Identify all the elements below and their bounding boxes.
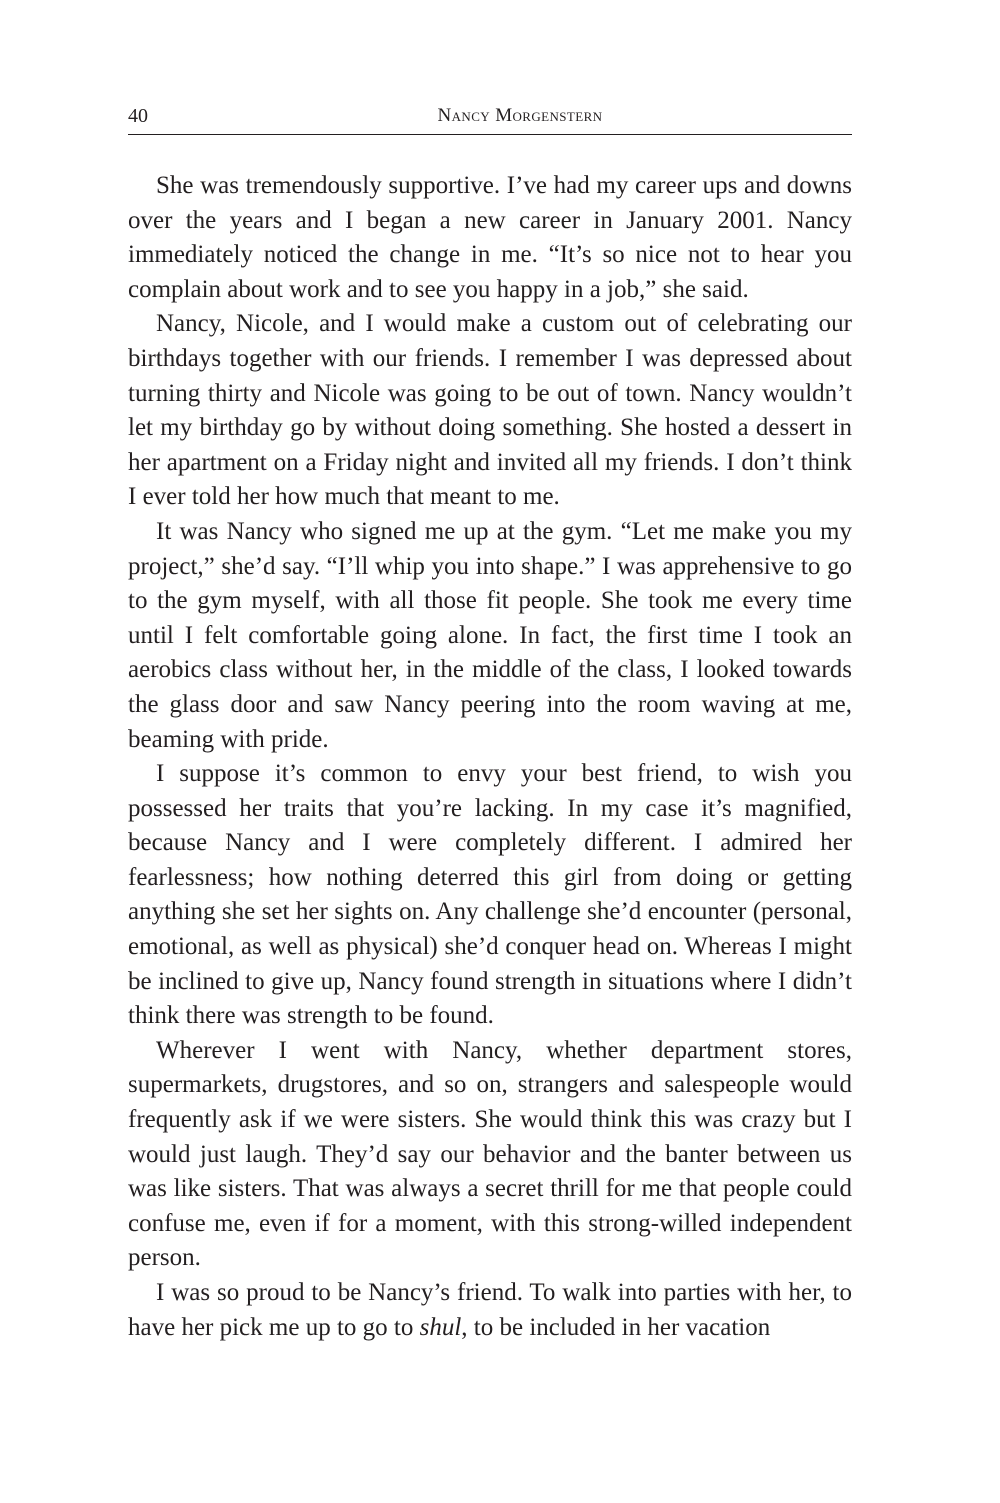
paragraph: It was Nancy who signed me up at the gym. “Let me make you my project,” she’d say. “I’ll whip you into shape.” I was apprehensive to go to the gym myself, with all those fit people. She took me every time until I felt comfortable going alone. In fact, the first time I took an aerobics class without her, in the middle of the class, I looked towards the glass door and saw Nancy peering into the room waving at me, beaming with pride. xyxy=(128,517,852,753)
paragraph-text: I was so proud to be Nancy’s friend. To walk into parties with her, to have her pick me up to go to xyxy=(128,1279,852,1341)
paragraph-text: , to be included in her vacation xyxy=(461,1313,771,1341)
italic-term: shul xyxy=(419,1313,462,1341)
running-head xyxy=(128,104,852,135)
running-title: Nancy Morgenstern xyxy=(437,105,603,126)
paragraph: She was tremendously supportive. I’ve had my career ups and downs over the years and I began a new career in January 2001. Nancy immediately noticed the change in me. “It’s so nice not to hear you complain about work and to see you happy in a job,” she said. xyxy=(128,172,852,303)
paragraph xyxy=(128,1276,852,1345)
body-text xyxy=(128,169,852,1345)
paragraph: Nancy, Nicole, and I would make a custom out of celebrating our birthdays together with our friends. I remember I was depressed about turning thirty and Nicole was going to be out of town. Nancy wouldn’t let my birthday go by without doing something. She hosted a dessert in her apartment on a Friday night and invited all my friends. I don’t think I ever told her how much that meant to me. xyxy=(128,310,852,511)
paragraph: I suppose it’s common to envy your best friend, to wish you possessed her traits that you’re lacking. In my case it’s magnified, because Nancy and I were completely different. I admired her fearlessness; how nothing deterred this girl from doing or getting anything she set her sights on. Any challenge she’d encounter (personal, emotional, as well as physical) she’d conquer head on. Whereas I might be inclined to give up, Nancy found strength in situations where I didn’t think there was strength to be found. xyxy=(128,760,852,1030)
paragraph: Wherever I went with Nancy, whether department stores, supermarkets, drugstores, and so on, strangers and salespeople would frequently ask if we were sisters. She would think this was crazy but I would just laugh. They’d say our behavior and the banter between us was like sisters. That was always a secret thrill for me that people could confuse me, even if for a moment, with this strong-willed independent person. xyxy=(128,1036,852,1272)
book-page xyxy=(128,104,852,1345)
page-number: 40 xyxy=(128,105,148,127)
